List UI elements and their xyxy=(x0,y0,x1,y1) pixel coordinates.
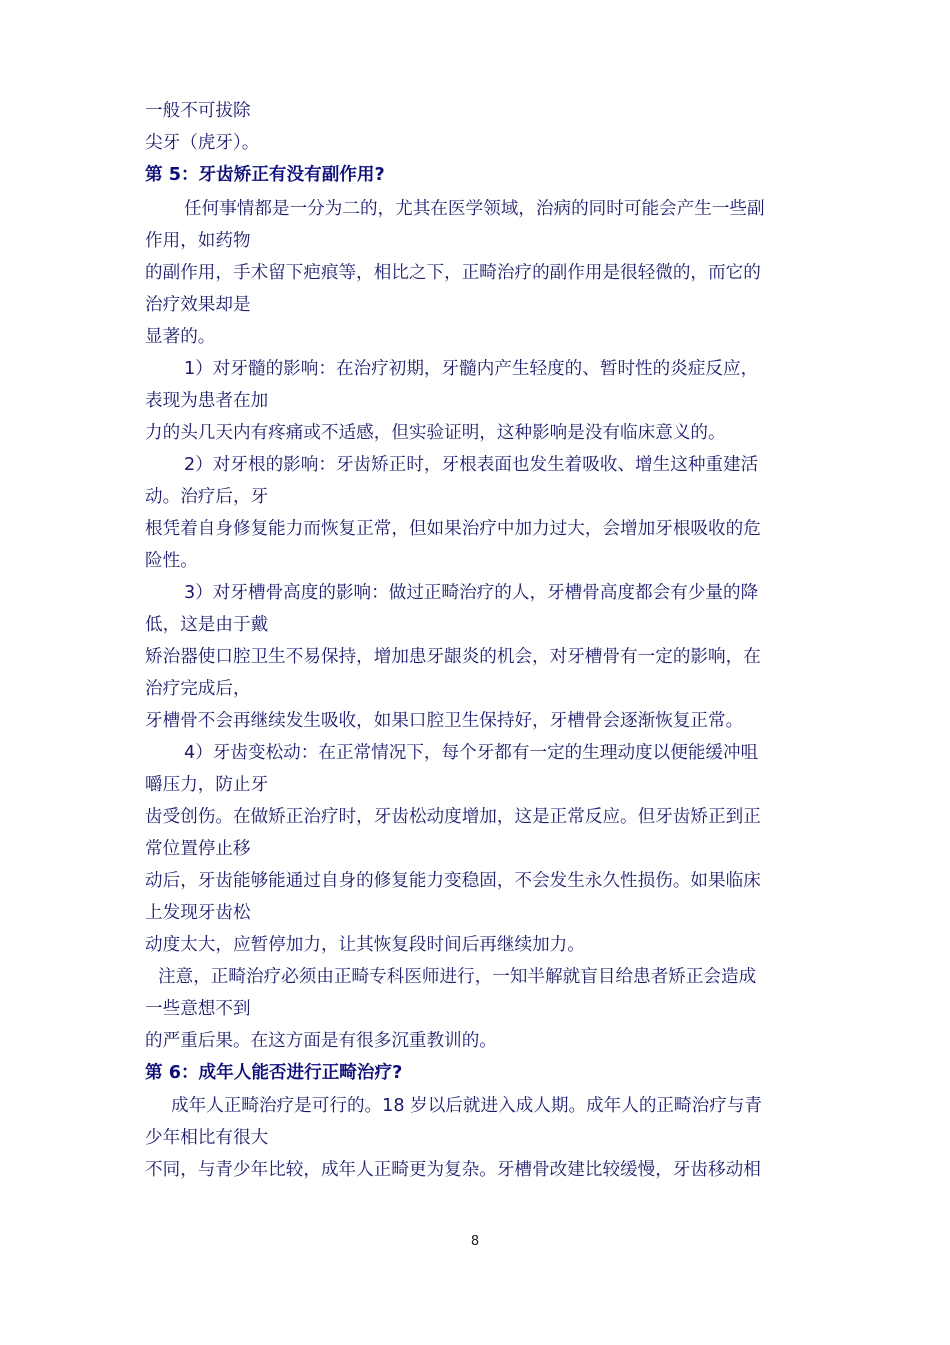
text-line: 动度太大，应暂停加力，让其恢复段时间后再继续加力。 xyxy=(145,935,585,955)
text-line: 2）对牙根的影响：牙齿矫正时，牙根表面也发生着吸收、增生这种重建活 xyxy=(184,455,759,475)
text-line: 的严重后果。在这方面是有很多沉重教训的。 xyxy=(145,1031,497,1051)
text-line: 动后，牙齿能够能通过自身的修复能力变稳固，不会发生永久性损伤。如果临床 xyxy=(145,871,761,891)
text-line: 常位置停止移 xyxy=(145,839,251,859)
text-line: 嚼压力，防止牙 xyxy=(145,775,269,795)
text-line: 4）牙齿变松动：在正常情况下，每个牙都有一定的生理动度以便能缓冲咀 xyxy=(184,743,759,763)
text-line: 矫治器使口腔卫生不易保持，增加患牙龈炎的机会，对牙槽骨有一定的影响，在 xyxy=(145,647,761,667)
text-line: 少年相比有很大 xyxy=(145,1128,269,1148)
text-line: 一般不可拔除 xyxy=(145,101,251,121)
text-line: 根凭着自身修复能力而恢复正常，但如果治疗中加力过大，会增加牙根吸收的危 xyxy=(145,519,761,539)
text-line: 上发现牙齿松 xyxy=(145,903,251,923)
text-line: 牙槽骨不会再继续发生吸收，如果口腔卫生保持好，牙槽骨会逐渐恢复正常。 xyxy=(145,711,744,731)
text-line: 作用，如药物 xyxy=(145,231,251,251)
text-line: 动。治疗后，牙 xyxy=(145,487,269,507)
section-heading: 第 6：成年人能否进行正畸治疗? xyxy=(145,1063,403,1083)
text-line: 显著的。 xyxy=(145,327,216,347)
text-line: 成年人正畸治疗是可行的。18 岁以后就进入成人期。成年人的正畸治疗与青 xyxy=(171,1096,762,1116)
text-line: 险性。 xyxy=(145,551,198,571)
text-line: 齿受创伤。在做矫正治疗时，牙齿松动度增加，这是正常反应。但牙齿矫正到正 xyxy=(145,807,761,827)
text-line: 尖牙（虎牙）。 xyxy=(145,133,260,153)
text-line: 治疗完成后， xyxy=(145,679,251,699)
text-line: 低，这是由于戴 xyxy=(145,615,269,635)
text-line: 3）对牙槽骨高度的影响：做过正畸治疗的人，牙槽骨高度都会有少量的降 xyxy=(184,583,759,603)
page-number: 8 xyxy=(470,1234,480,1249)
text-line: 治疗效果却是 xyxy=(145,295,251,315)
text-line: 表现为患者在加 xyxy=(145,391,269,411)
section-heading: 第 5：牙齿矫正有没有副作用? xyxy=(145,165,385,185)
text-line: 不同，与青少年比较，成年人正畸更为复杂。牙槽骨改建比较缓慢，牙齿移动相 xyxy=(145,1160,761,1180)
text-line: 力的头几天内有疼痛或不适感，但实验证明，这种影响是没有临床意义的。 xyxy=(145,423,726,443)
text-line: 任何事情都是一分为二的，尤其在医学领域，治病的同时可能会产生一些副 xyxy=(184,199,765,219)
text-line: 注意，正畸治疗必须由正畸专科医师进行，一知半解就盲目给患者矫正会造成 xyxy=(158,967,757,987)
text-line: 1）对牙髓的影响：在治疗初期，牙髓内产生轻度的、暂时性的炎症反应， xyxy=(184,359,759,379)
text-line: 一些意想不到 xyxy=(145,999,251,1019)
text-line: 的副作用，手术留下疤痕等，相比之下，正畸治疗的副作用是很轻微的，而它的 xyxy=(145,263,761,283)
